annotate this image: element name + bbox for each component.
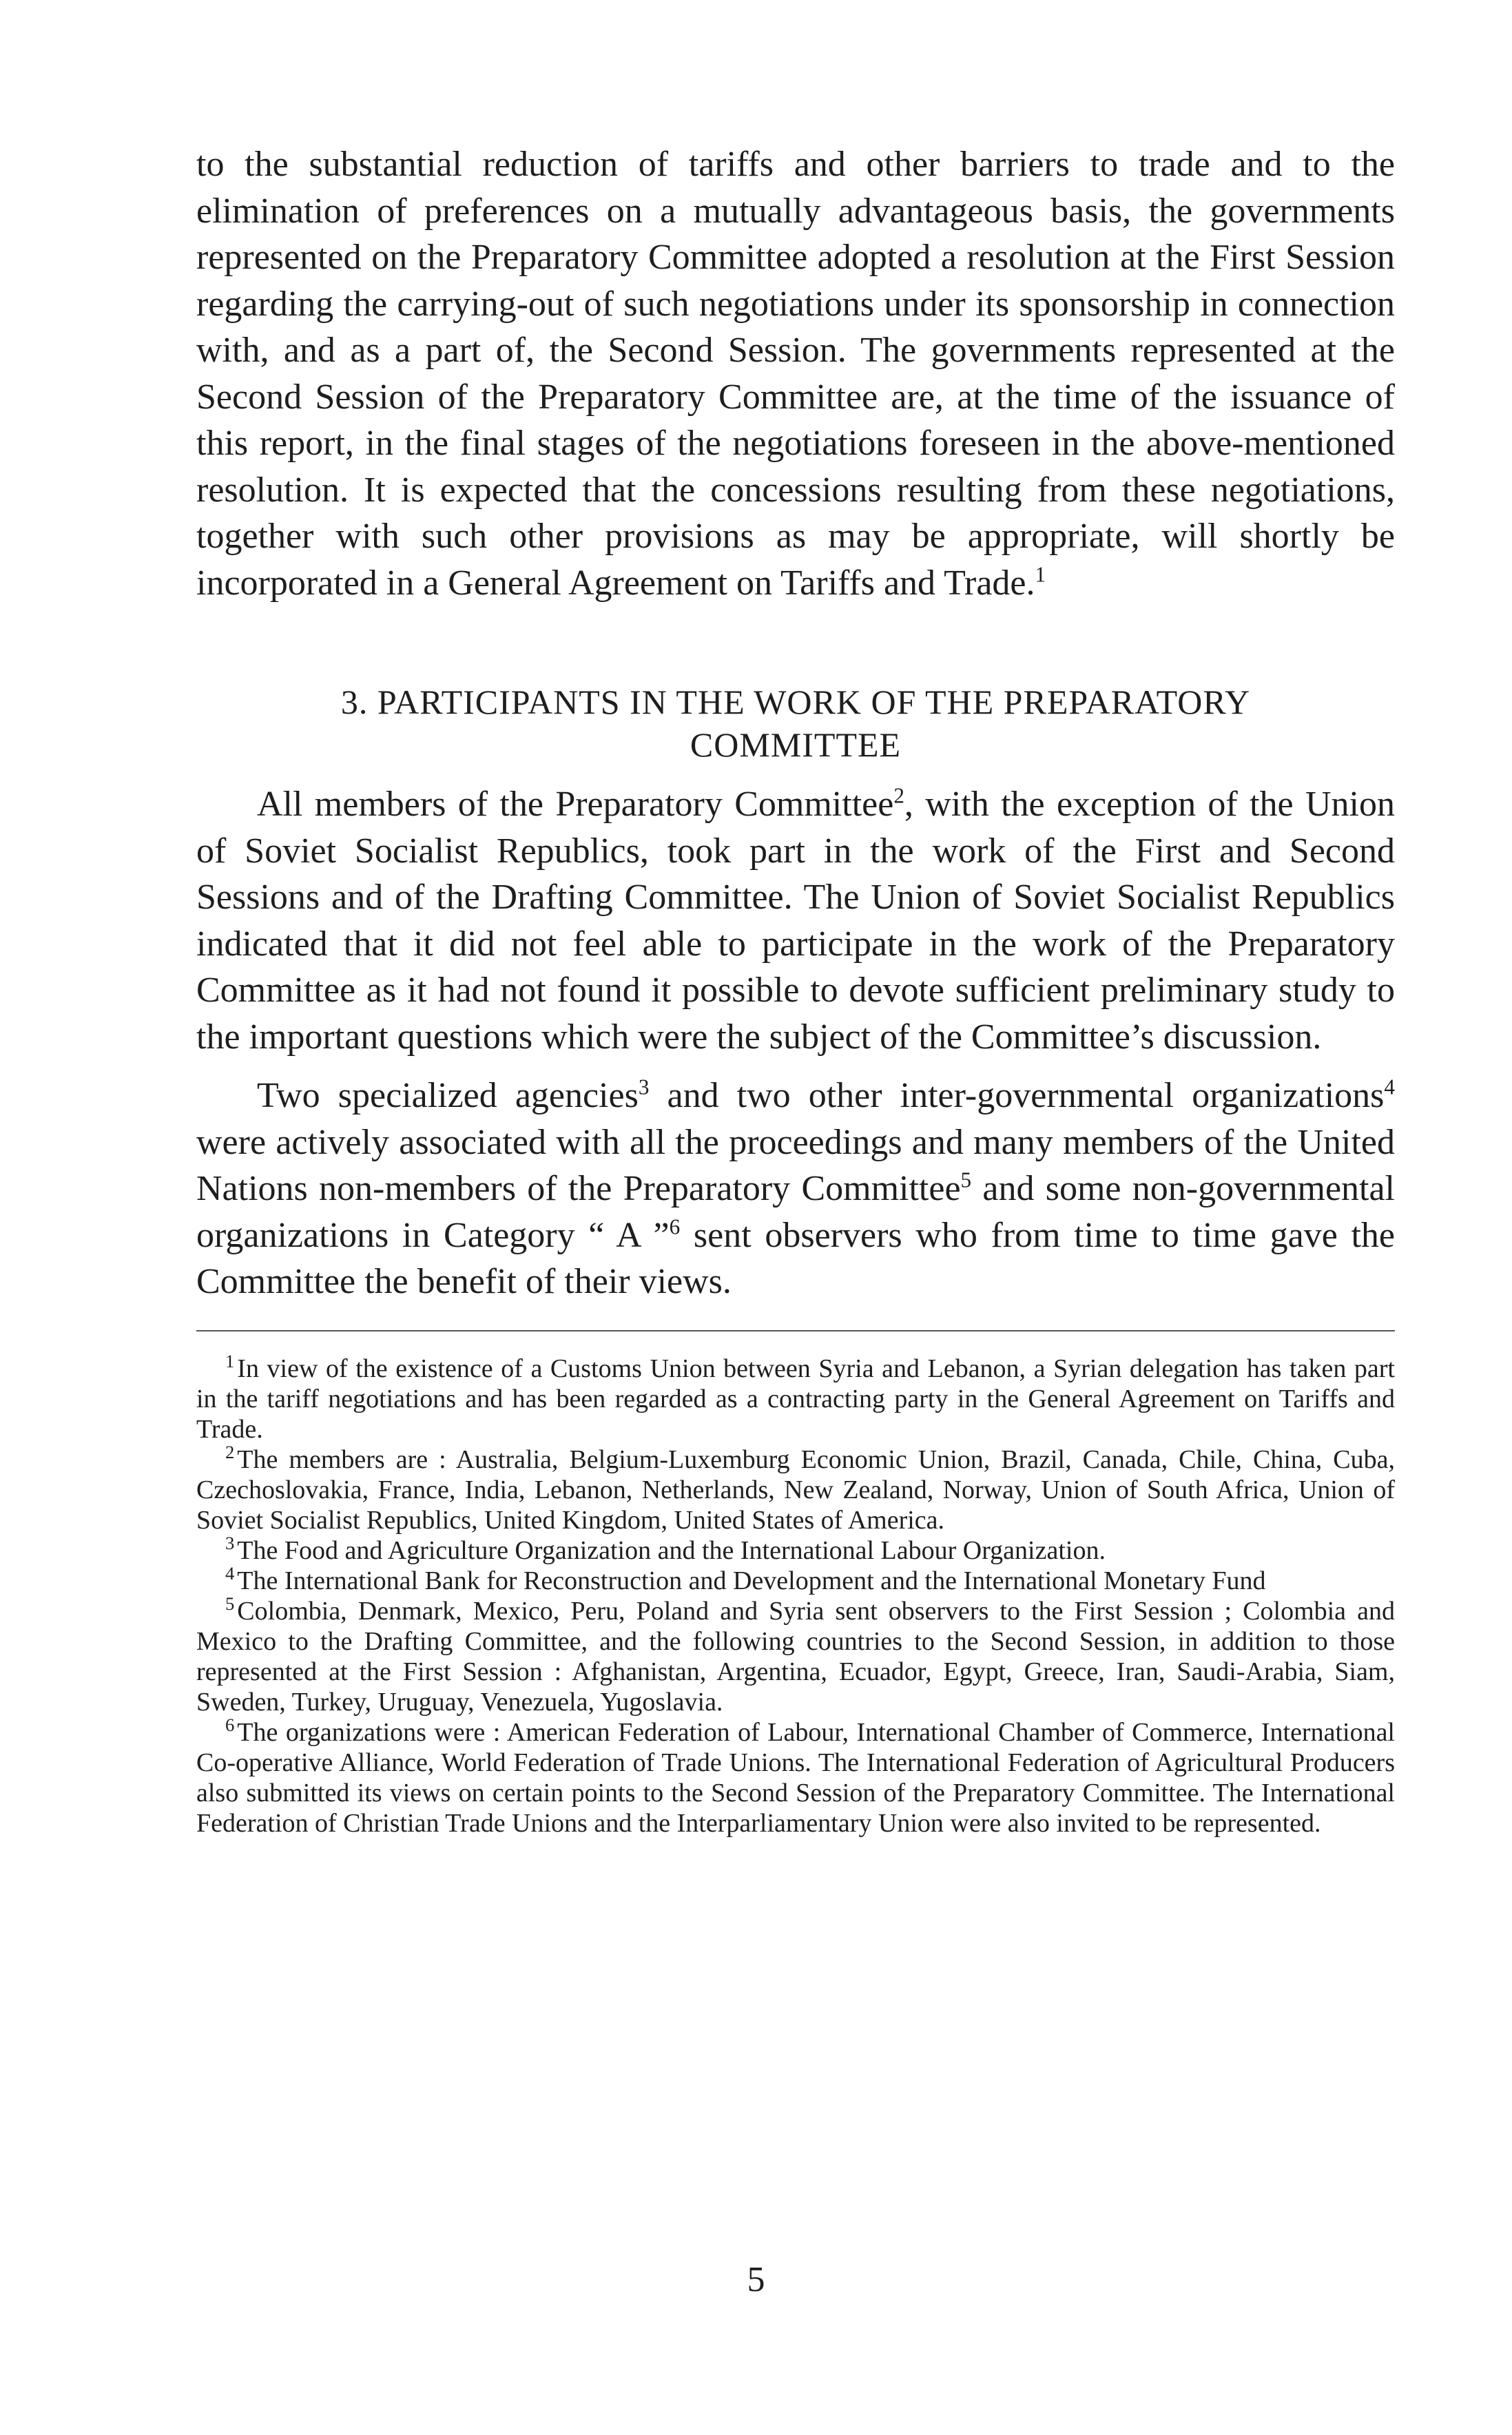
agencies-text-e: sent observers who from time to time gave the Committee the benefit of their views.: [196, 1215, 1396, 1301]
footnote-text: In view of the existence of a Customs Union between Syria and Lebanon, a Syrian delegation has taken part in the tariff negotiations and has been regarded as a contracting party in the General Agreement on Tariffs and Trade.: [196, 1354, 1395, 1444]
agencies-paragraph: [196, 1073, 1395, 1305]
footnote-ref-3: 3: [638, 1075, 650, 1099]
footnote-number: 3: [225, 1532, 235, 1553]
section-heading: [196, 681, 1395, 766]
participants-text-a: All members of the Preparatory Committee: [257, 785, 894, 824]
footnote-ref-5: 5: [960, 1168, 972, 1192]
footnote-ref-2: 2: [893, 783, 904, 808]
agencies-text-c: were actively associated with all the proceedings and many members of the United Nations non-members of the Preparatory Committee: [196, 1122, 1395, 1208]
intro-paragraph: [196, 141, 1395, 606]
footnote-number: 6: [225, 1714, 235, 1735]
footnote-number: 2: [225, 1441, 235, 1462]
footnote-ref-1: 1: [1035, 562, 1046, 587]
intro-text: to the substantial reduction of tariffs and other barriers to trade and to the elimination of preferences on a mutually advantageous basis, the governments represented on the Preparatory Committee adopted a resolution at the First Session regarding the carrying-out of such negotiations under its sponsorship in connection with, and as a part of, the Second Session. The governments represented at the Second Session of the Preparatory Committee are, at the time of the issuance of this report, in the final stages of the negotiations foreseen in the above-mentioned resolution. It is expected that the concessions resulting from these negotiations, together with such other provisions as may be appropriate, will shortly be incorporated in a General Agreement on Tariffs and Trade.: [196, 145, 1395, 603]
participants-text-b: , with the exception of the Union of Soviet Socialist Republics, took part in the work of the First and Second Sessions and of the Drafting Committee. The Union of Soviet Socialist Republics indicated that it did not feel able to participate in the work of the Preparatory Committee as it had not found it possible to devote sufficient preliminary study to the important questions which were the subject of the Committee’s discussion.: [196, 785, 1395, 1057]
footnote-number: 1: [225, 1350, 235, 1371]
footnote-text: The members are : Australia, Belgium-Luxemburg Economic Union, Brazil, Canada, Chile, China, Cuba, Czechoslovakia, France, India, Lebanon, Netherlands, New Zealand, Norway, Union of South Africa, Union of Soviet Socialist Republics, United Kingdom, United States of America.: [196, 1444, 1395, 1535]
footnote-text: The International Bank for Reconstruction and Development and the International Monetary Fund: [237, 1566, 1266, 1595]
agencies-text-d: and some non-governmental organizations in Category “ A ”: [196, 1169, 1395, 1255]
document-page: [196, 141, 1395, 1838]
footnote-ref-6: 6: [669, 1214, 681, 1239]
participants-paragraph: [196, 781, 1395, 1060]
footnote-1: [196, 1350, 1395, 1444]
footnote-text: Colombia, Denmark, Mexico, Peru, Poland and Syria sent observers to the First Session ; Colombia and Mexico to the Drafting Committee, and the following countries to the Second Session, in addition to those represented at the First Session : Afghanistan, Argentina, Ecuador, Egypt, Greece, Iran, Saudi-Arabia, Siam, Sweden, Turkey, Uruguay, Venezuela, Yugoslavia.: [196, 1596, 1395, 1717]
footnote-5: [196, 1593, 1395, 1717]
agencies-text-a: Two specialized agencies: [257, 1076, 639, 1115]
footnote-text: The organizations were : American Federation of Labour, International Chamber of Commerce, International Co-operative Alliance, World Federation of Trade Unions. The International Federation of Agricultural Producers also submitted its views on certain points to the Second Session of the Preparatory Committee. The International Federation of Christian Trade Unions and the Interparliamentary Union were also invited to be represented.: [196, 1717, 1395, 1838]
footnote-number: 4: [225, 1562, 235, 1584]
page-number: 5: [747, 2260, 765, 2299]
agencies-text-b: and two other inter-governmental organizations: [649, 1076, 1385, 1115]
section-heading-line2: COMMITTEE: [690, 725, 902, 764]
section-heading-line1: 3. PARTICIPANTS IN THE WORK OF THE PREPARATORY: [340, 683, 1251, 721]
footnote-divider: [196, 1330, 1395, 1332]
footnote-4: [196, 1562, 1395, 1596]
footnote-3: [196, 1532, 1395, 1566]
footnote-text: The Food and Agriculture Organization and the International Labour Organization.: [237, 1535, 1106, 1565]
footnote-6: [196, 1714, 1395, 1838]
footnote-ref-4: 4: [1384, 1075, 1395, 1099]
footnotes: [196, 1350, 1395, 1838]
footnote-number: 5: [225, 1593, 235, 1614]
footnote-2: [196, 1441, 1395, 1535]
